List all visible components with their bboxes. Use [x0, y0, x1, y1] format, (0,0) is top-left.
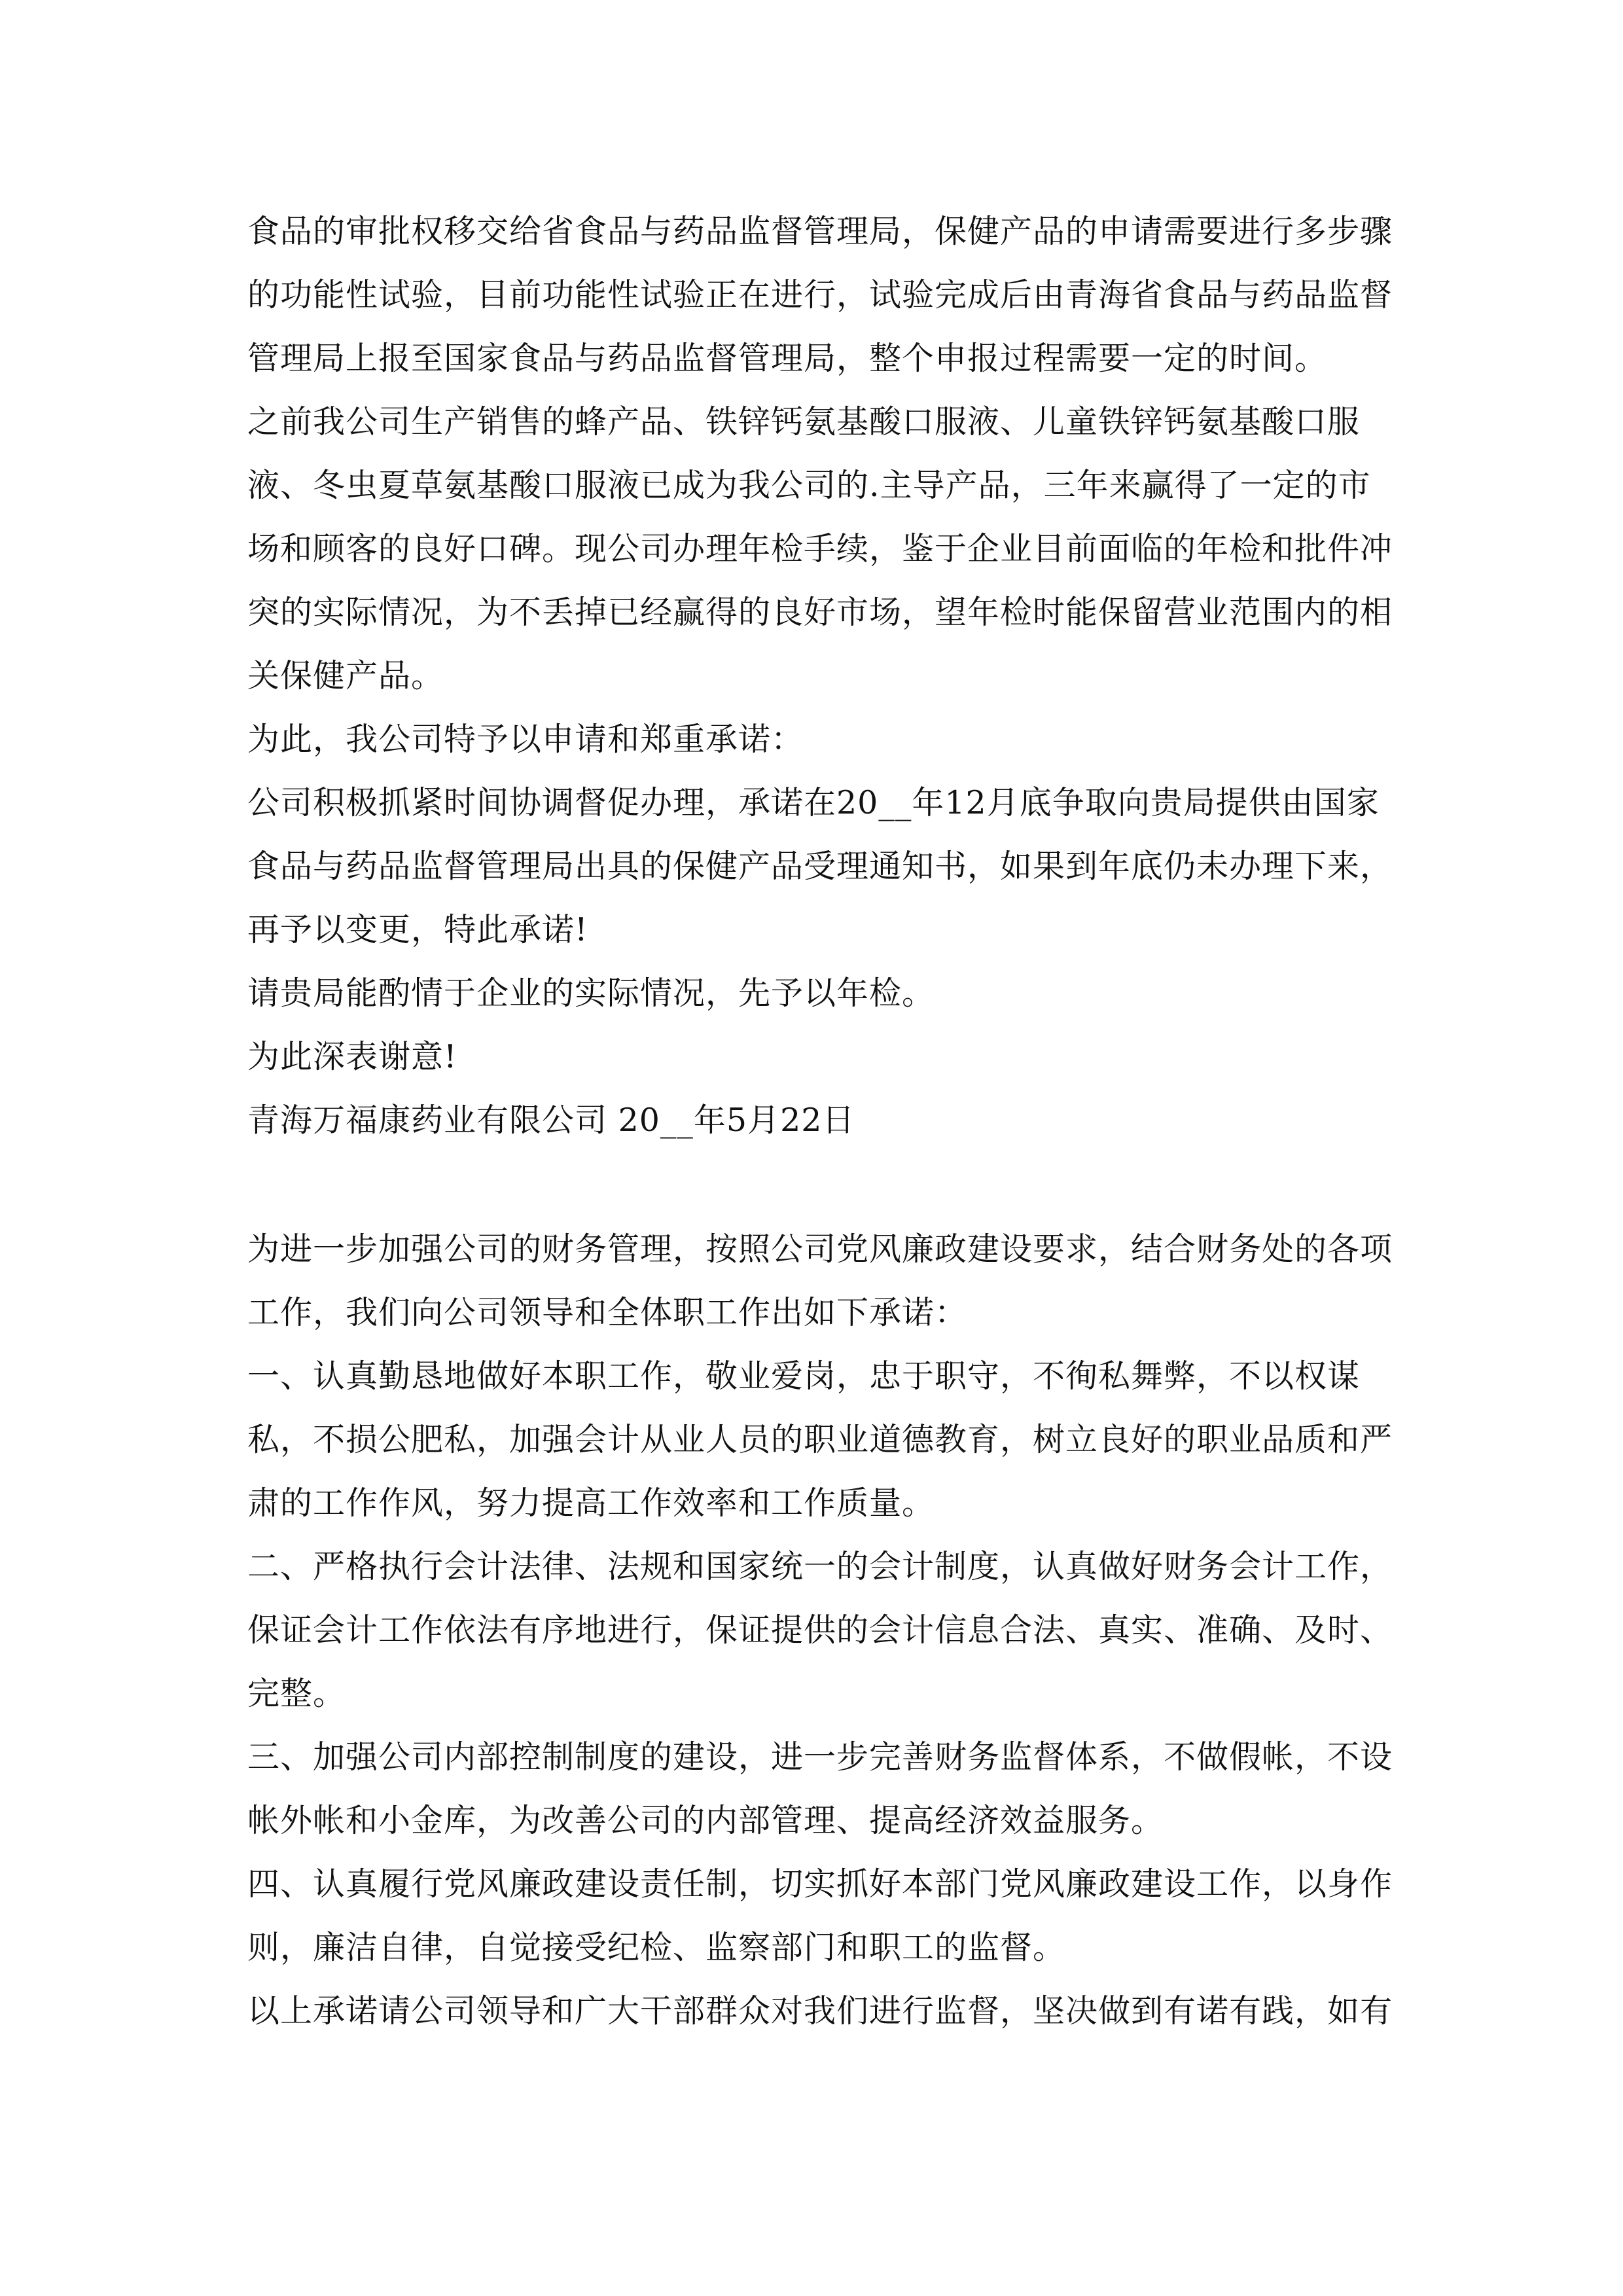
paragraph-thanks: 为此深表谢意!: [247, 1038, 457, 1075]
commitment-item-3: 三、加强公司内部控制制度的建设，进一步完善财务监督体系，不做假帐，不设帐外帐和小金库，为改善公司的内部管理、提高经济效益服务。: [247, 1738, 1393, 1839]
paragraph-closing: 以上承诺请公司领导和广大干部群众对我们进行监督，坚决做到有诺有践，如有: [247, 1992, 1393, 2030]
commitment-item-1: 一、认真勤恳地做好本职工作，敬业爱岗，忠于职守，不徇私舞弊，不以权谋私，不损公肥私，加强会计从业人员的职业道德教育，树立良好的职业品质和严肃的工作作风，努力提高工作效率和工作质量。: [247, 1357, 1393, 1522]
paragraph-commitment: 公司积极抓紧时间协调督促办理，承诺在20__年12月底争取向贵局提供由国家食品与药品监督管理局出具的保健产品受理通知书，如果到年底仍未办理下来，再予以变更，特此承诺!: [247, 784, 1393, 948]
paragraph-finance-intro: 为进一步加强公司的财务管理，按照公司党风廉政建设要求，结合财务处的各项工作，我们向公司领导和全体职工作出如下承诺：: [247, 1230, 1393, 1331]
paragraph-request: 请贵局能酌情于企业的实际情况，先予以年检。: [247, 975, 935, 1012]
paragraph-product-background: 之前我公司生产销售的蜂产品、铁锌钙氨基酸口服液、儿童铁锌钙氨基酸口服液、冬虫夏草氨基酸口服液已成为我公司的.主导产品，三年来赢得了一定的市场和顾客的良好口碑。现公司办理年检手续，鉴于企业目前面临的年检和批件冲突的实际情况，为不丢掉已经赢得的良好市场，望年检时能保留营业范围内的相关保健产品。: [247, 403, 1393, 694]
financial-commitment-section: [247, 1217, 1399, 2043]
application-letter-section: [247, 200, 1399, 1152]
commitment-item-4: 四、认真履行党风廉政建设责任制，切实抓好本部门党风廉政建设工作，以身作则，廉洁自律，自觉接受纪检、监察部门和职工的监督。: [247, 1865, 1393, 1966]
commitment-item-2: 二、严格执行会计法律、法规和国家统一的会计制度，认真做好财务会计工作，保证会计工作依法有序地进行，保证提供的会计信息合法、真实、准确、及时、完整。: [247, 1548, 1393, 1712]
signature-line: 青海万福康药业有限公司 20__年5月22日: [247, 1102, 855, 1139]
paragraph-application-intro: 为此，我公司特予以申请和郑重承诺：: [247, 721, 804, 758]
paragraph-approval-transfer: 食品的审批权移交给省食品与药品监督管理局，保健产品的申请需要进行多步骤的功能性试验，目前功能性试验正在进行，试验完成后由青海省食品与药品监督管理局上报至国家食品与药品监督管理局，整个申报过程需要一定的时间。: [247, 213, 1393, 377]
